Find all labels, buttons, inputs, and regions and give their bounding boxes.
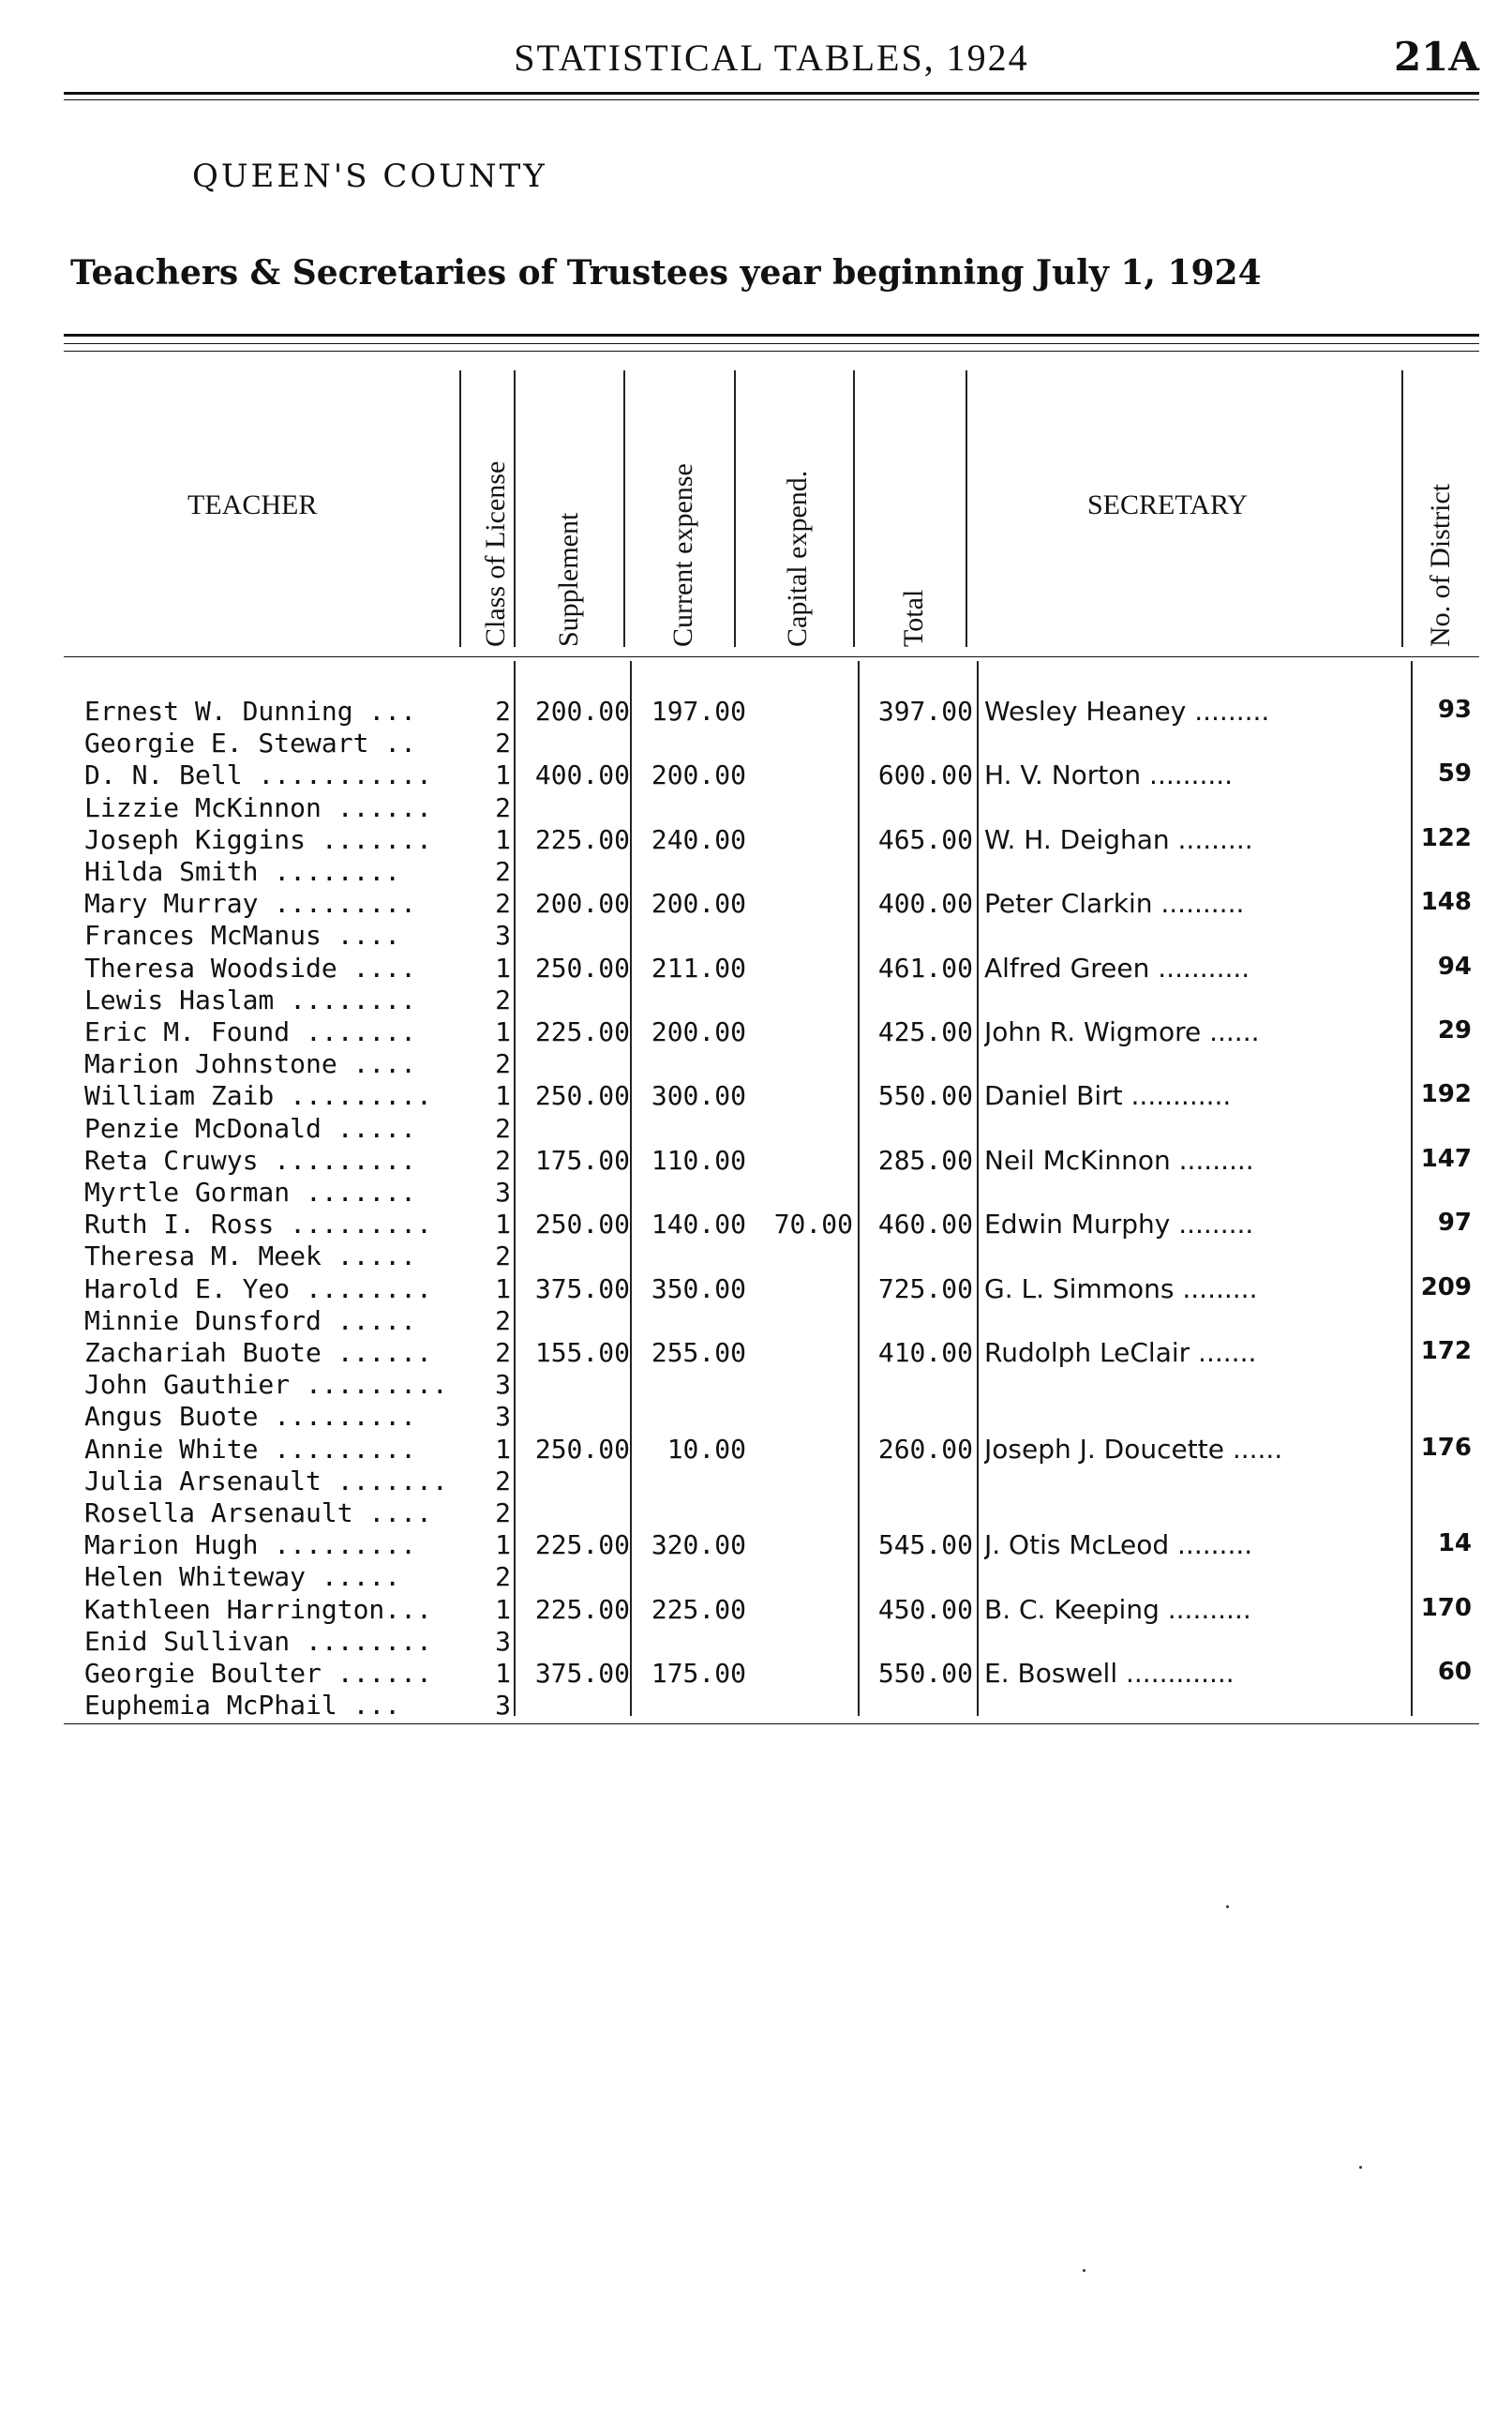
class-of-license: 1 xyxy=(495,1433,511,1465)
table-row xyxy=(0,856,1512,888)
class-of-license: 3 xyxy=(495,1369,511,1401)
teacher-name: William Zaib ......... xyxy=(84,1080,432,1112)
teacher-name: Euphemia McPhail ... xyxy=(84,1690,401,1722)
total-value: 725.00 xyxy=(877,1272,973,1304)
class-of-license: 2 xyxy=(495,791,511,823)
teacher-name: Ruth I. Ross ......... xyxy=(84,1209,432,1241)
total-value: 545.00 xyxy=(877,1529,973,1561)
total-value: 425.00 xyxy=(877,1016,973,1047)
class-of-license: 2 xyxy=(495,1241,511,1272)
current-expense-value: 225.00 xyxy=(651,1593,746,1625)
district-number: 192 xyxy=(1420,1080,1472,1109)
table-row xyxy=(0,1434,1512,1466)
header-rule-thin xyxy=(64,99,1479,100)
table-row xyxy=(0,1561,1512,1593)
supplement-value: 250.00 xyxy=(534,952,630,984)
teacher-name: Harold E. Yeo ........ xyxy=(84,1272,432,1304)
teacher-name: D. N. Bell ........... xyxy=(84,759,432,791)
supplement-value: 225.00 xyxy=(534,1593,630,1625)
teacher-name: Annie White ......... xyxy=(84,1433,417,1465)
teacher-name: Ernest W. Dunning ... xyxy=(84,696,417,727)
total-value: 465.00 xyxy=(877,823,973,855)
teacher-name: Georgie E. Stewart .. xyxy=(84,728,417,759)
secretary-name: Daniel Birt ............ xyxy=(984,1080,1232,1112)
table-row xyxy=(0,1177,1512,1209)
table-row xyxy=(0,953,1512,985)
table-row xyxy=(0,1241,1512,1272)
secretary-name: G. L. Simmons ......... xyxy=(984,1272,1258,1304)
secretary-column-header: SECRETARY xyxy=(1087,489,1248,520)
table-row xyxy=(0,1594,1512,1626)
secretary-name: B. C. Keeping .......... xyxy=(984,1593,1251,1625)
class-of-license: 2 xyxy=(495,1112,511,1144)
district-number: 209 xyxy=(1420,1272,1472,1301)
teacher-name: Reta Cruwys ......... xyxy=(84,1144,417,1176)
table-top-rule xyxy=(64,334,1479,337)
teacher-name: Myrtle Gorman ....... xyxy=(84,1177,417,1208)
district-number: 14 xyxy=(1437,1529,1472,1558)
total-value: 600.00 xyxy=(877,759,973,791)
table-row xyxy=(0,1145,1512,1177)
table-row xyxy=(0,1658,1512,1690)
header-divider-total xyxy=(853,370,855,647)
class-of-license: 3 xyxy=(495,920,511,952)
table-row xyxy=(0,759,1512,791)
scan-speck xyxy=(1226,1905,1229,1908)
class-of-license: 2 xyxy=(495,728,511,759)
district-number: 172 xyxy=(1420,1337,1472,1365)
supplement-value: 250.00 xyxy=(534,1209,630,1241)
table-row xyxy=(0,920,1512,952)
class-of-license: 1 xyxy=(495,1016,511,1047)
table-row xyxy=(0,1690,1512,1722)
teacher-name: Frances McManus .... xyxy=(84,920,401,952)
class-of-license: 2 xyxy=(495,1465,511,1496)
secretary-name: Edwin Murphy ......... xyxy=(984,1209,1254,1241)
current-expense-value: 175.00 xyxy=(651,1658,746,1689)
current-expense-value: 200.00 xyxy=(651,888,746,920)
capital-expend-value: 70.00 xyxy=(773,1209,853,1241)
table-top-rule-thin xyxy=(64,343,1479,344)
district-number: 170 xyxy=(1420,1593,1472,1622)
class-of-license: 1 xyxy=(495,1080,511,1112)
class-of-license: 2 xyxy=(495,1048,511,1080)
teacher-name: Lizzie McKinnon ...... xyxy=(84,791,432,823)
secretary-name: Alfred Green ........... xyxy=(984,952,1250,984)
total-value: 285.00 xyxy=(877,1144,973,1176)
total-value: 450.00 xyxy=(877,1593,973,1625)
table-top-rule-thin-2 xyxy=(64,351,1479,352)
class-of-license: 3 xyxy=(495,1690,511,1722)
table-row xyxy=(0,1080,1512,1112)
class-of-license: 2 xyxy=(495,696,511,727)
class-of-license: 1 xyxy=(495,1593,511,1625)
total-value: 397.00 xyxy=(877,696,973,727)
class-of-license: 1 xyxy=(495,1658,511,1689)
teacher-name: Hilda Smith ........ xyxy=(84,856,401,887)
district-number: 59 xyxy=(1437,759,1472,789)
class-of-license: 1 xyxy=(495,823,511,855)
current-expense-value: 320.00 xyxy=(651,1529,746,1561)
table-row xyxy=(0,1497,1512,1529)
county-title: QUEEN'S COUNTY xyxy=(192,158,547,195)
current-expense-value: 110.00 xyxy=(651,1144,746,1176)
teacher-name: Eric M. Found ....... xyxy=(84,1016,417,1047)
table-row xyxy=(0,1113,1512,1145)
table-row xyxy=(0,1048,1512,1080)
supplement-value: 250.00 xyxy=(534,1080,630,1112)
current-expense-value: 197.00 xyxy=(651,696,746,727)
running-title: STATISTICAL TABLES, 1924 xyxy=(514,37,1029,79)
current-expense-column-header: Current expense xyxy=(667,463,698,647)
header-divider-district xyxy=(1401,370,1403,647)
district-number: 148 xyxy=(1420,888,1472,917)
class-of-license: 2 xyxy=(495,1304,511,1336)
district-number: 97 xyxy=(1437,1209,1472,1238)
current-expense-value: 300.00 xyxy=(651,1080,746,1112)
class-of-license: 2 xyxy=(495,856,511,887)
table-row xyxy=(0,1369,1512,1401)
class-of-license: 1 xyxy=(495,1529,511,1561)
district-number: 147 xyxy=(1420,1144,1472,1173)
secretary-name: J. Otis McLeod ......... xyxy=(984,1529,1253,1561)
district-number: 94 xyxy=(1437,952,1472,981)
running-head xyxy=(64,36,1479,86)
district-number: 29 xyxy=(1437,1016,1472,1045)
secretary-name: H. V. Norton .......... xyxy=(984,759,1234,791)
current-expense-value: 200.00 xyxy=(651,759,746,791)
total-value: 461.00 xyxy=(877,952,973,984)
supplement-value: 400.00 xyxy=(534,759,630,791)
class-of-license: 2 xyxy=(495,1144,511,1176)
class-of-license: 2 xyxy=(495,1337,511,1368)
teacher-name: Rosella Arsenault .... xyxy=(84,1497,432,1528)
class-column-header: Class of License xyxy=(480,460,511,647)
total-value: 460.00 xyxy=(877,1209,973,1241)
teacher-name: Theresa M. Meek ..... xyxy=(84,1241,417,1272)
table-row xyxy=(0,1305,1512,1337)
secretary-name: Wesley Heaney ......... xyxy=(984,696,1270,727)
teacher-name: Georgie Boulter ...... xyxy=(84,1658,432,1689)
supplement-value: 225.00 xyxy=(534,823,630,855)
class-of-license: 1 xyxy=(495,952,511,984)
table-row xyxy=(0,888,1512,920)
teacher-name: John Gauthier ......... xyxy=(84,1369,448,1401)
teacher-name: Helen Whiteway ..... xyxy=(84,1561,401,1593)
current-expense-value: 211.00 xyxy=(651,952,746,984)
table-row xyxy=(0,728,1512,759)
total-value: 410.00 xyxy=(877,1337,973,1368)
header-divider-capital xyxy=(734,370,736,647)
teacher-name: Marion Johnstone .... xyxy=(84,1048,417,1080)
total-value: 260.00 xyxy=(877,1433,973,1465)
table-row xyxy=(0,1626,1512,1658)
class-of-license: 1 xyxy=(495,1209,511,1241)
teacher-name: Theresa Woodside .... xyxy=(84,952,417,984)
district-number: 93 xyxy=(1437,696,1472,724)
supplement-value: 175.00 xyxy=(534,1144,630,1176)
capital-expend-column-header: Capital expend. xyxy=(782,470,813,647)
report-title: Teachers & Secretaries of Trustees year beginning July 1, 1924 xyxy=(70,253,1262,293)
class-of-license: 1 xyxy=(495,759,511,791)
district-number: 122 xyxy=(1420,823,1472,852)
supplement-value: 200.00 xyxy=(534,888,630,920)
teacher-name: Joseph Kiggins ....... xyxy=(84,823,432,855)
header-rule xyxy=(64,92,1479,95)
teacher-name: Enid Sullivan ........ xyxy=(84,1625,432,1657)
table-row xyxy=(0,1466,1512,1497)
table-row xyxy=(0,985,1512,1016)
teacher-name: Julia Arsenault ....... xyxy=(84,1465,448,1496)
teacher-name: Lewis Haslam ........ xyxy=(84,984,417,1015)
scan-speck xyxy=(1359,2166,1362,2169)
supplement-value: 155.00 xyxy=(534,1337,630,1368)
current-expense-value: 255.00 xyxy=(651,1337,746,1368)
supplement-value: 375.00 xyxy=(534,1272,630,1304)
teacher-name: Marion Hugh ......... xyxy=(84,1529,417,1561)
class-of-license: 2 xyxy=(495,1497,511,1528)
secretary-name: W. H. Deighan ......... xyxy=(984,823,1253,855)
header-divider-secretary xyxy=(966,370,967,647)
secretary-name: Peter Clarkin .......... xyxy=(984,888,1245,920)
class-of-license: 3 xyxy=(495,1625,511,1657)
teacher-name: Minnie Dunsford ..... xyxy=(84,1304,417,1336)
district-column-header: No. of District xyxy=(1425,483,1456,647)
total-column-header: Total xyxy=(898,589,929,647)
table-row xyxy=(0,1209,1512,1241)
table-row xyxy=(0,1529,1512,1561)
secretary-name: John R. Wigmore ...... xyxy=(984,1016,1260,1047)
table-row xyxy=(0,696,1512,728)
supplement-column-header: Supplement xyxy=(553,512,584,647)
class-of-license: 1 xyxy=(495,1272,511,1304)
current-expense-value: 10.00 xyxy=(666,1433,746,1465)
header-divider-current xyxy=(623,370,625,647)
teacher-name: Mary Murray ......... xyxy=(84,888,417,920)
teacher-name: Kathleen Harrington... xyxy=(84,1593,432,1625)
class-of-license: 2 xyxy=(495,1561,511,1593)
class-of-license: 3 xyxy=(495,1401,511,1433)
header-divider-class xyxy=(459,370,461,647)
supplement-value: 225.00 xyxy=(534,1529,630,1561)
class-of-license: 3 xyxy=(495,1177,511,1208)
total-value: 550.00 xyxy=(877,1080,973,1112)
secretary-name: Rudolph LeClair ....... xyxy=(984,1337,1257,1368)
secretary-name: Neil McKinnon ......... xyxy=(984,1144,1254,1176)
table-row xyxy=(0,792,1512,824)
current-expense-value: 240.00 xyxy=(651,823,746,855)
secretary-name: E. Boswell ............. xyxy=(984,1658,1235,1689)
table-row xyxy=(0,1401,1512,1433)
scan-speck xyxy=(1083,2269,1085,2272)
current-expense-value: 350.00 xyxy=(651,1272,746,1304)
total-value: 550.00 xyxy=(877,1658,973,1689)
page-number: 21A xyxy=(1393,34,1479,80)
district-number: 60 xyxy=(1437,1658,1472,1686)
secretary-name: Joseph J. Doucette ...... xyxy=(984,1433,1283,1465)
total-value: 400.00 xyxy=(877,888,973,920)
class-of-license: 2 xyxy=(495,984,511,1015)
supplement-value: 250.00 xyxy=(534,1433,630,1465)
table-row xyxy=(0,1337,1512,1369)
teacher-name: Zachariah Buote ...... xyxy=(84,1337,432,1368)
header-bottom-rule xyxy=(64,656,1479,657)
supplement-value: 200.00 xyxy=(534,696,630,727)
teacher-column-header: TEACHER xyxy=(187,489,318,520)
table-bottom-rule xyxy=(64,1723,1479,1724)
table-row xyxy=(0,824,1512,856)
class-of-license: 2 xyxy=(495,888,511,920)
supplement-value: 375.00 xyxy=(534,1658,630,1689)
table-row xyxy=(0,1273,1512,1305)
header-divider-supplement xyxy=(514,370,516,647)
district-number: 176 xyxy=(1420,1433,1472,1462)
current-expense-value: 200.00 xyxy=(651,1016,746,1047)
teacher-name: Penzie McDonald ..... xyxy=(84,1112,417,1144)
teacher-name: Angus Buote ......... xyxy=(84,1401,417,1433)
supplement-value: 225.00 xyxy=(534,1016,630,1047)
table-row xyxy=(0,1016,1512,1048)
current-expense-value: 140.00 xyxy=(651,1209,746,1241)
